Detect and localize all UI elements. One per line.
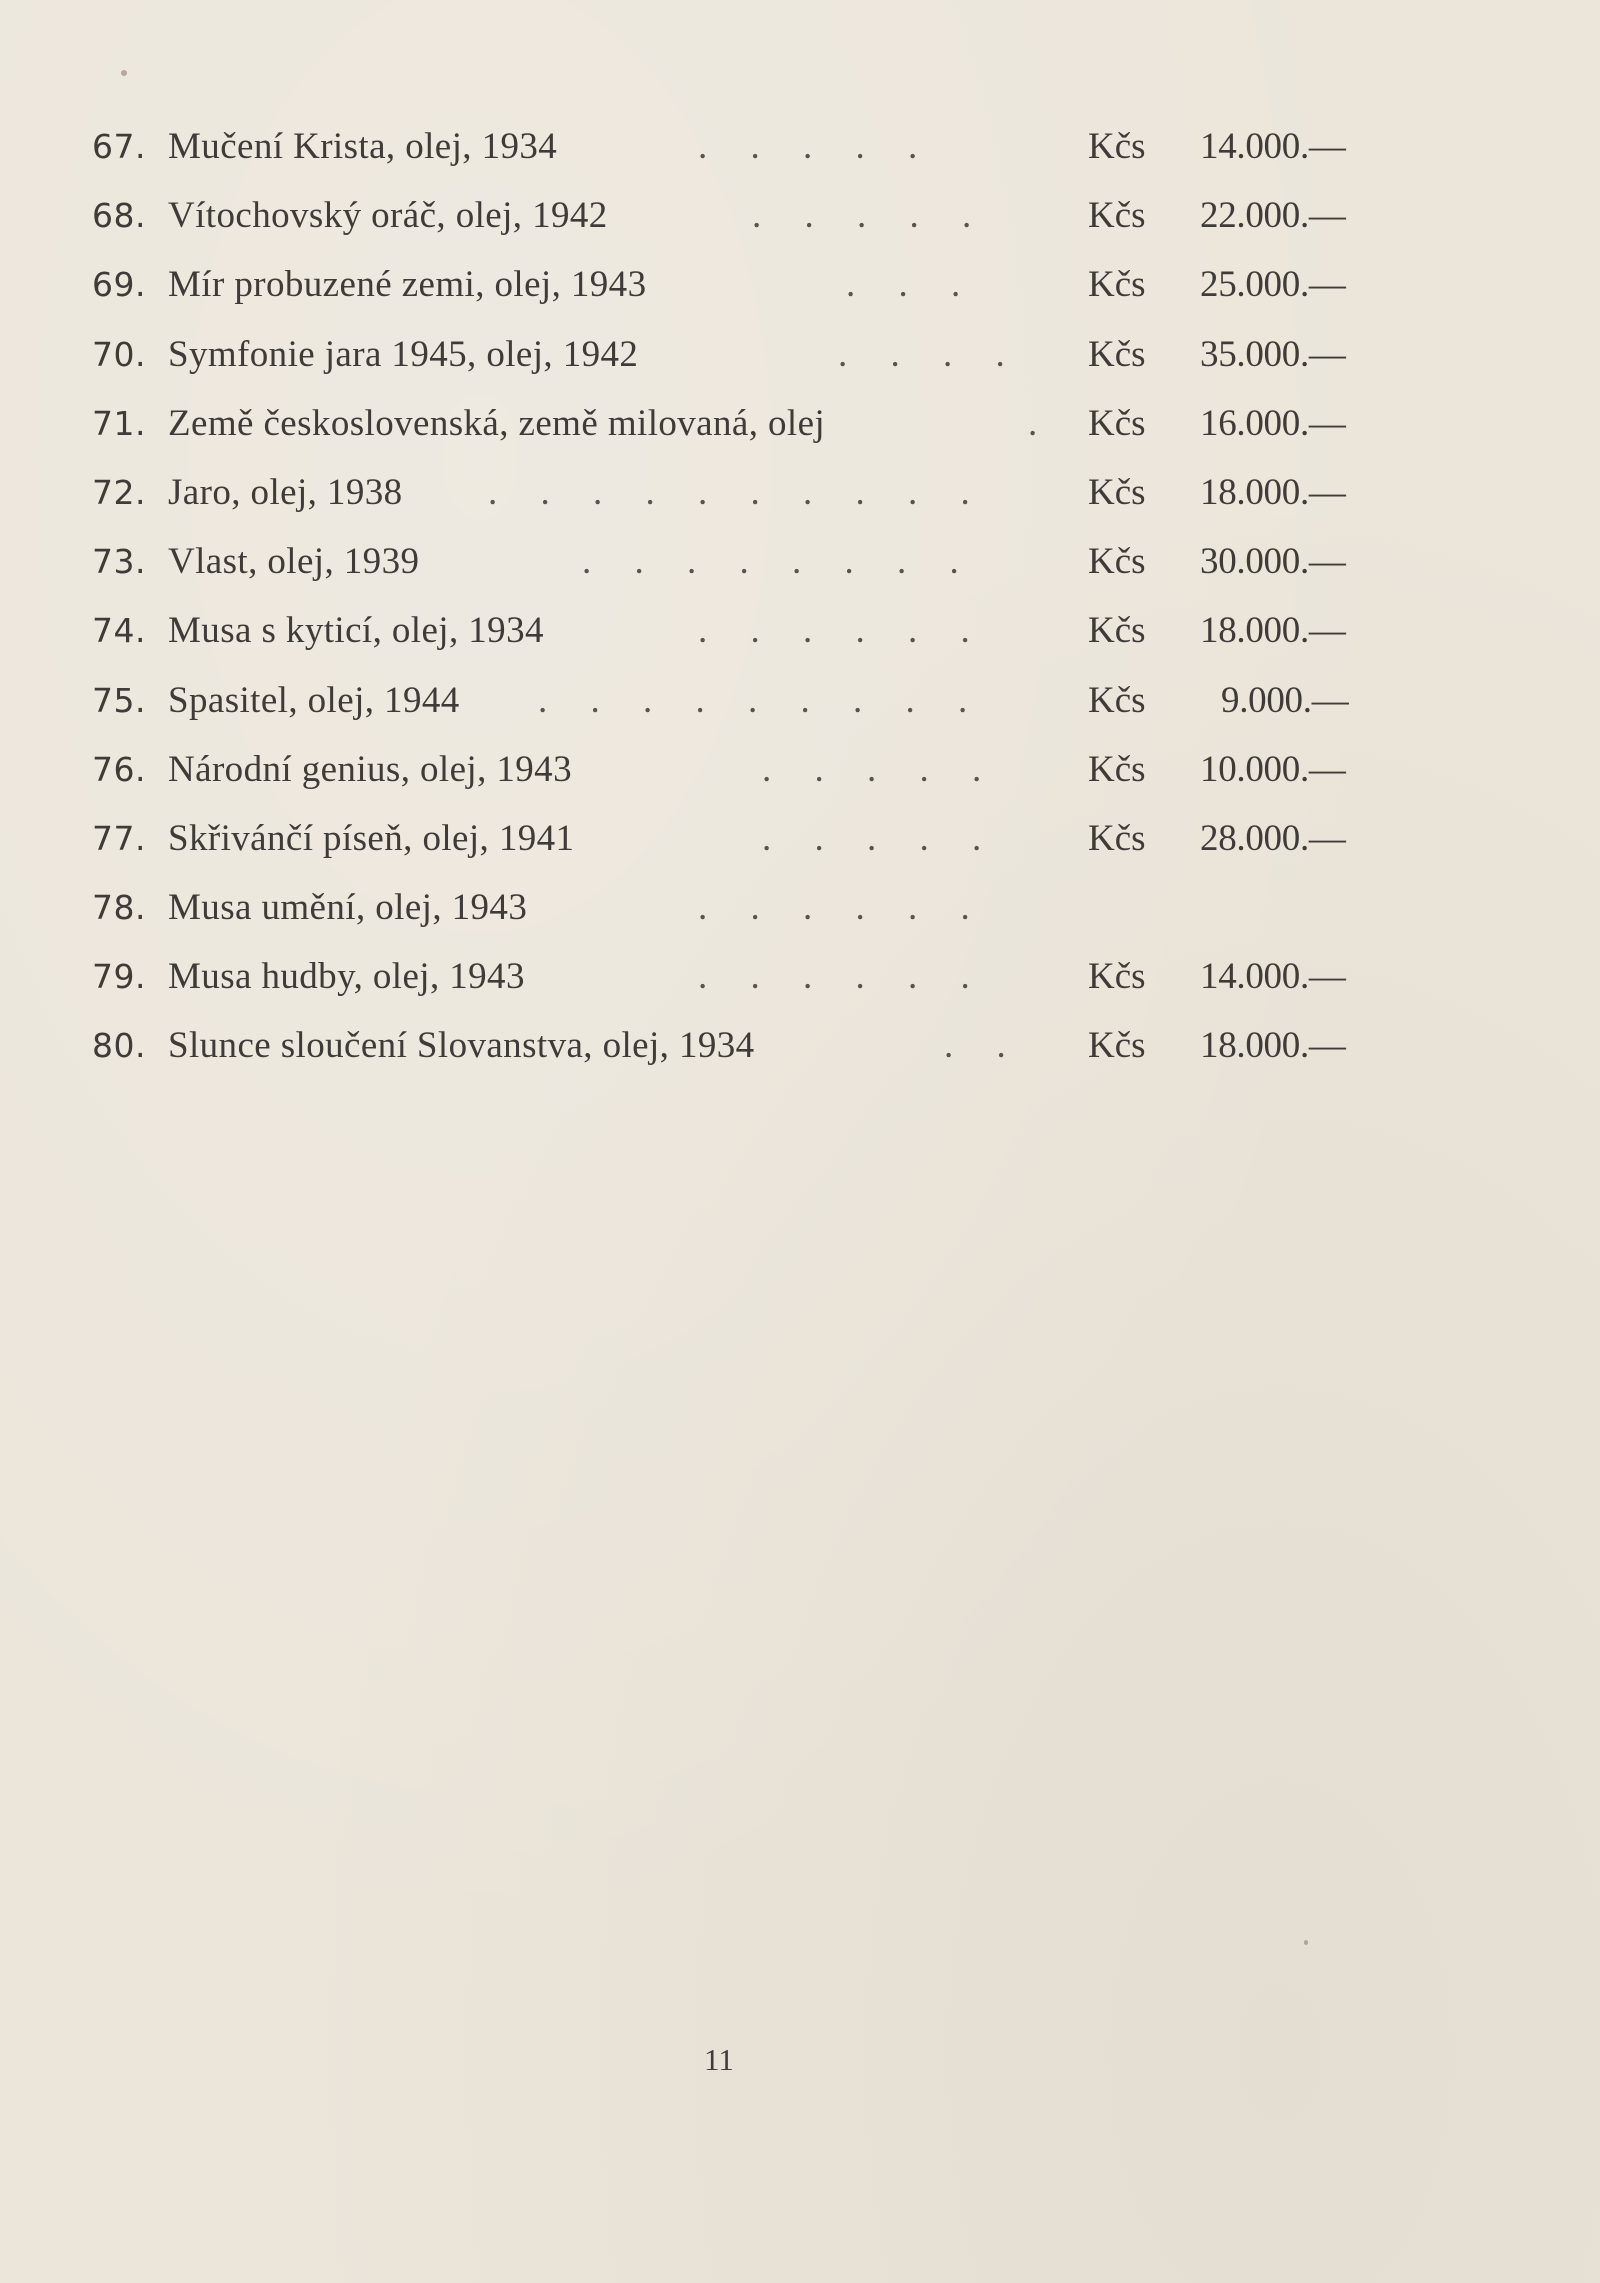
entry-currency: Kčs (1088, 126, 1146, 167)
entry-number: 68. (92, 196, 146, 236)
ink-speck (121, 70, 127, 76)
catalog-entry (92, 189, 1392, 258)
entry-number: 72. (92, 472, 146, 512)
entry-title: Země československá, země milovaná, olej (168, 402, 826, 444)
entry-currency: Kčs (1088, 1025, 1146, 1067)
entry-price: 10.000.— (1200, 748, 1346, 790)
entry-number: 67. (92, 127, 146, 166)
entry-title: Musa s kyticí, olej, 1934 (168, 610, 544, 652)
entry-number: 71. (92, 403, 146, 443)
entry-price: 35.000.— (1200, 333, 1346, 375)
entry-currency: Kčs (1088, 679, 1146, 721)
entry-title: Vítochovský oráč, olej, 1942 (168, 195, 608, 237)
dot-leader: . . (944, 1025, 1023, 1067)
entry-number: 77. (92, 818, 146, 858)
catalog-entry (92, 812, 1392, 881)
entry-currency: Kčs (1088, 748, 1146, 790)
catalog-entry (92, 328, 1392, 397)
catalog-entry (92, 674, 1392, 743)
dot-leader: . . . . . (762, 817, 999, 859)
entry-title: Mučení Krista, olej, 1934 (168, 126, 558, 167)
entry-title: Jaro, olej, 1938 (168, 471, 403, 513)
entry-title: Skřivánčí píseň, olej, 1941 (168, 817, 575, 859)
entry-price: 28.000.— (1200, 817, 1346, 859)
catalog-entry (92, 258, 1392, 327)
entry-currency: Kčs (1088, 541, 1146, 583)
dot-leader: . . . . . (698, 126, 935, 167)
catalog-entry (92, 466, 1392, 535)
entry-currency: Kčs (1088, 956, 1146, 998)
painting-catalog-list (92, 120, 1392, 1089)
catalog-entry (92, 881, 1392, 950)
entry-title: Mír probuzené zemi, olej, 1943 (168, 264, 647, 306)
entry-title: Slunce sloučení Slovanstva, olej, 1934 (168, 1025, 755, 1067)
entry-currency: Kčs (1088, 402, 1146, 444)
dot-leader: . . . . (838, 333, 1022, 375)
dot-leader: . . . . . . . . . (538, 679, 985, 721)
dot-leader: . . . . . . (698, 887, 987, 929)
catalog-entry (92, 604, 1392, 673)
dot-leader: . . . . . (752, 195, 989, 237)
entry-currency: Kčs (1088, 610, 1146, 652)
entry-number: 74. (92, 611, 146, 651)
entry-title: Musa umění, olej, 1943 (168, 887, 528, 929)
dot-leader: . . . (846, 264, 978, 306)
entry-price: 9.000.— (1221, 679, 1349, 721)
catalog-entry (92, 1019, 1392, 1088)
entry-number: 69. (92, 265, 146, 305)
entry-number: 70. (92, 334, 146, 374)
entry-title: Spasitel, olej, 1944 (168, 679, 460, 721)
catalog-entry (92, 950, 1392, 1019)
entry-price: 18.000.— (1200, 1025, 1346, 1067)
entry-price: 25.000.— (1200, 264, 1346, 306)
dot-leader: . . . . . . . . (582, 541, 976, 583)
entry-price: 14.000.— (1200, 956, 1346, 998)
entry-number: 80. (92, 1026, 146, 1066)
dot-leader: . (1028, 402, 1055, 444)
entry-price: 18.000.— (1200, 610, 1346, 652)
entry-title: Národní genius, olej, 1943 (168, 748, 572, 790)
entry-number: 79. (92, 957, 146, 997)
dot-leader: . . . . . . (698, 610, 987, 652)
entry-currency: Kčs (1088, 333, 1146, 375)
ink-speck (1304, 1940, 1308, 1945)
entry-currency: Kčs (1088, 817, 1146, 859)
entry-price: 14.000.— (1200, 126, 1346, 167)
entry-currency: Kčs (1088, 264, 1146, 306)
entry-title: Musa hudby, olej, 1943 (168, 956, 525, 998)
catalog-entry (92, 120, 1392, 189)
entry-number: 78. (92, 888, 146, 928)
entry-price: 30.000.— (1200, 541, 1346, 583)
catalog-entry (92, 397, 1392, 466)
dot-leader: . . . . . . . . . . (488, 471, 987, 513)
entry-number: 75. (92, 680, 146, 720)
entry-number: 76. (92, 749, 146, 789)
catalog-entry (92, 535, 1392, 604)
entry-price: 22.000.— (1200, 195, 1346, 237)
entry-title: Vlast, olej, 1939 (168, 541, 420, 583)
page-number: 11 (704, 2042, 734, 2077)
dot-leader: . . . . . (762, 748, 999, 790)
entry-price: 18.000.— (1200, 471, 1346, 513)
entry-title: Symfonie jara 1945, olej, 1942 (168, 333, 639, 375)
entry-number: 73. (92, 542, 146, 582)
entry-price: 16.000.— (1200, 402, 1346, 444)
entry-currency: Kčs (1088, 195, 1146, 237)
catalog-entry (92, 743, 1392, 812)
entry-currency: Kčs (1088, 471, 1146, 513)
dot-leader: . . . . . . (698, 956, 987, 998)
